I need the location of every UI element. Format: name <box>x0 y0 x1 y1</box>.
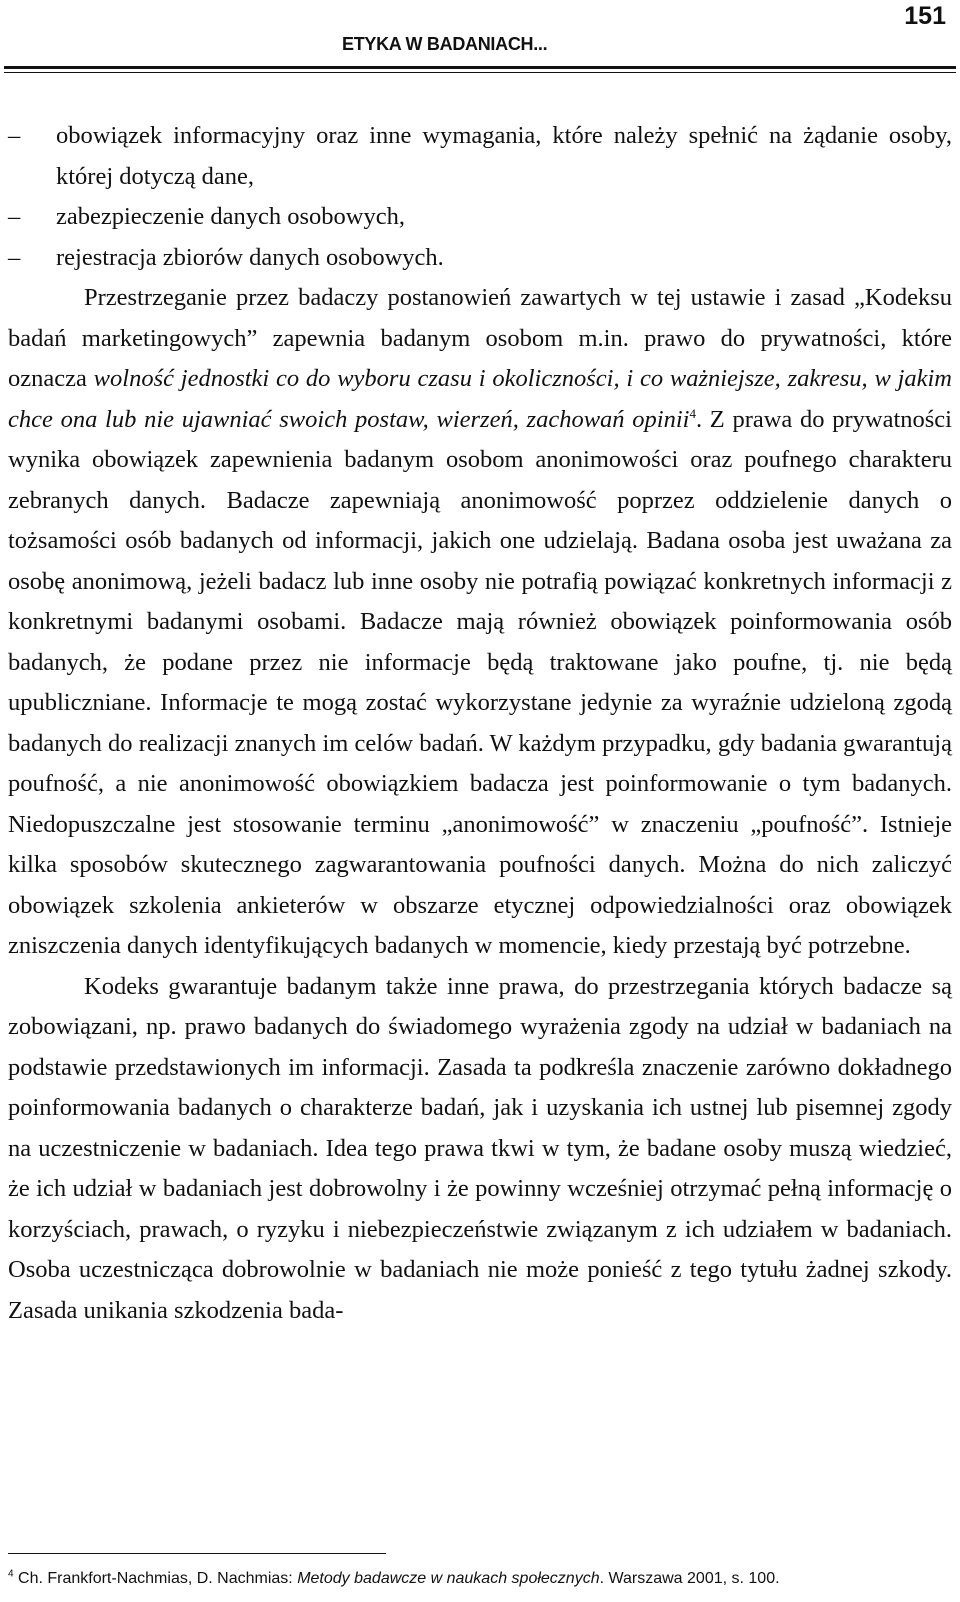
page-number: 151 <box>904 2 946 30</box>
list-item-text: zabezpieczenie danych osobowych, <box>56 203 405 230</box>
list-dash: – <box>8 122 21 149</box>
privacy-definition-quote: wolność jednostki co do wyboru czasu i okoliczności, i co ważniejsze, zakresu, w jakim chce ona lub nie ujawniać swoich postaw, wierzeń, zachowań opinii <box>8 365 953 433</box>
footnote-author: Ch. Frankfort-Nachmias, D. Nachmias: <box>18 1570 298 1587</box>
list-dash: – <box>8 203 21 230</box>
list-item <box>8 197 952 238</box>
paragraph-consent: Kodeks gwarantuje badanym także inne prawa, do przestrzegania których badacze są zobowiązani, np. prawo badanych do świadomego wyrażenia zgody na udział w badaniach na podstawie przedstawionych im informacji. Zasada ta podkreśla znaczenie zarówno dokładnego poinformowania badanych o charakterze badań, jak i uzyskania ich ustnej lub pisemnej zgody na uczestniczenie w badaniach. Idea tego prawa tkwi w tym, że badane osoby muszą wiedzieć, że ich udział w badaniach jest dobrowolny i że powinny wcześniej otrzymać pełną informację o korzyściach, prawach, o ryzyku i niebezpieczeństwie związanym z ich udziałem w badaniach. Osoba uczestnicząca dobrowolnie w badaniach nie może ponieść z tego tytułu żadnej szkody. Zasada unikania szkodzenia bada- <box>8 972 952 1324</box>
list-item-text: obowiązek informacyjny oraz inne wymagania, które należy spełnić na żądanie osoby, której dotyczą dane, <box>56 122 952 190</box>
list-item-text: rejestracja zbiorów danych osobowych. <box>56 243 444 271</box>
footnote-rule <box>8 1553 386 1554</box>
paragraph-privacy-intro: Przestrzeganie przez badaczy postanowień zawartych w tej ustawie i zasad „Kodeksu badań marketingowych” zapewnia badanym osobom m.in. prawo do prywatności, które oznacza <box>8 284 952 392</box>
list-item <box>8 116 952 197</box>
footnote-reference: 4 <box>689 405 696 421</box>
footnote <box>8 1568 952 1590</box>
list-dash: – <box>8 243 21 271</box>
footnote-number: 4 <box>8 1568 14 1580</box>
body-text <box>8 116 952 1331</box>
footnote-book-title: Metody badawcze w naukach społecznych <box>297 1570 600 1587</box>
running-title: ETYKA W BADANIACH... <box>342 34 548 54</box>
list-item <box>8 238 952 279</box>
header-rule-thin <box>4 72 956 73</box>
paragraph-privacy <box>8 278 952 967</box>
footnote-publication: . Warszawa 2001, s. 100. <box>599 1570 780 1587</box>
header-rule-thick <box>4 66 956 69</box>
paragraph-privacy-body: . Z prawa do prywatności wynika obowiązek zapewnienia badanym osobom anonimowości oraz poufnego charakteru zebranych danych. Badacze zapewniają anonimowość poprzez oddzielenie danych o tożsamości osób badanych od informacji, jakich one udzielają. Badana osoba jest uważana za osobę anonimową, jeżeli badacz lub inne osoby nie potrafią powiązać konkretnych informacji z konkretnymi badanymi osobami. Badacze mają również obowiązek poinformowania osób badanych, że podane przez nie informacje będą traktowane jako poufne, tj. nie będą upubliczniane. Informacje te mogą zostać wykorzystane jedynie za wyraźnie udzieloną zgodą badanych do realizacji znanych im celów badań. W każdym przypadku, gdy badania gwarantują poufność, a nie anonimowość obowiązkiem badacza jest poinformowanie o tym badanych. Niedopuszczalne jest stosowanie terminu „anonimowość” w znaczeniu „poufność”. Istnieje kilka sposobów skutecznego zagwarantowania poufności danych. Można do nich zaliczyć obowiązek szkolenia ankieterów w obszarze etycznej odpowiedzialności oraz obowiązek zniszczenia danych identyfikujących badanych w momencie, kiedy przestają być potrzebne. <box>8 405 952 959</box>
